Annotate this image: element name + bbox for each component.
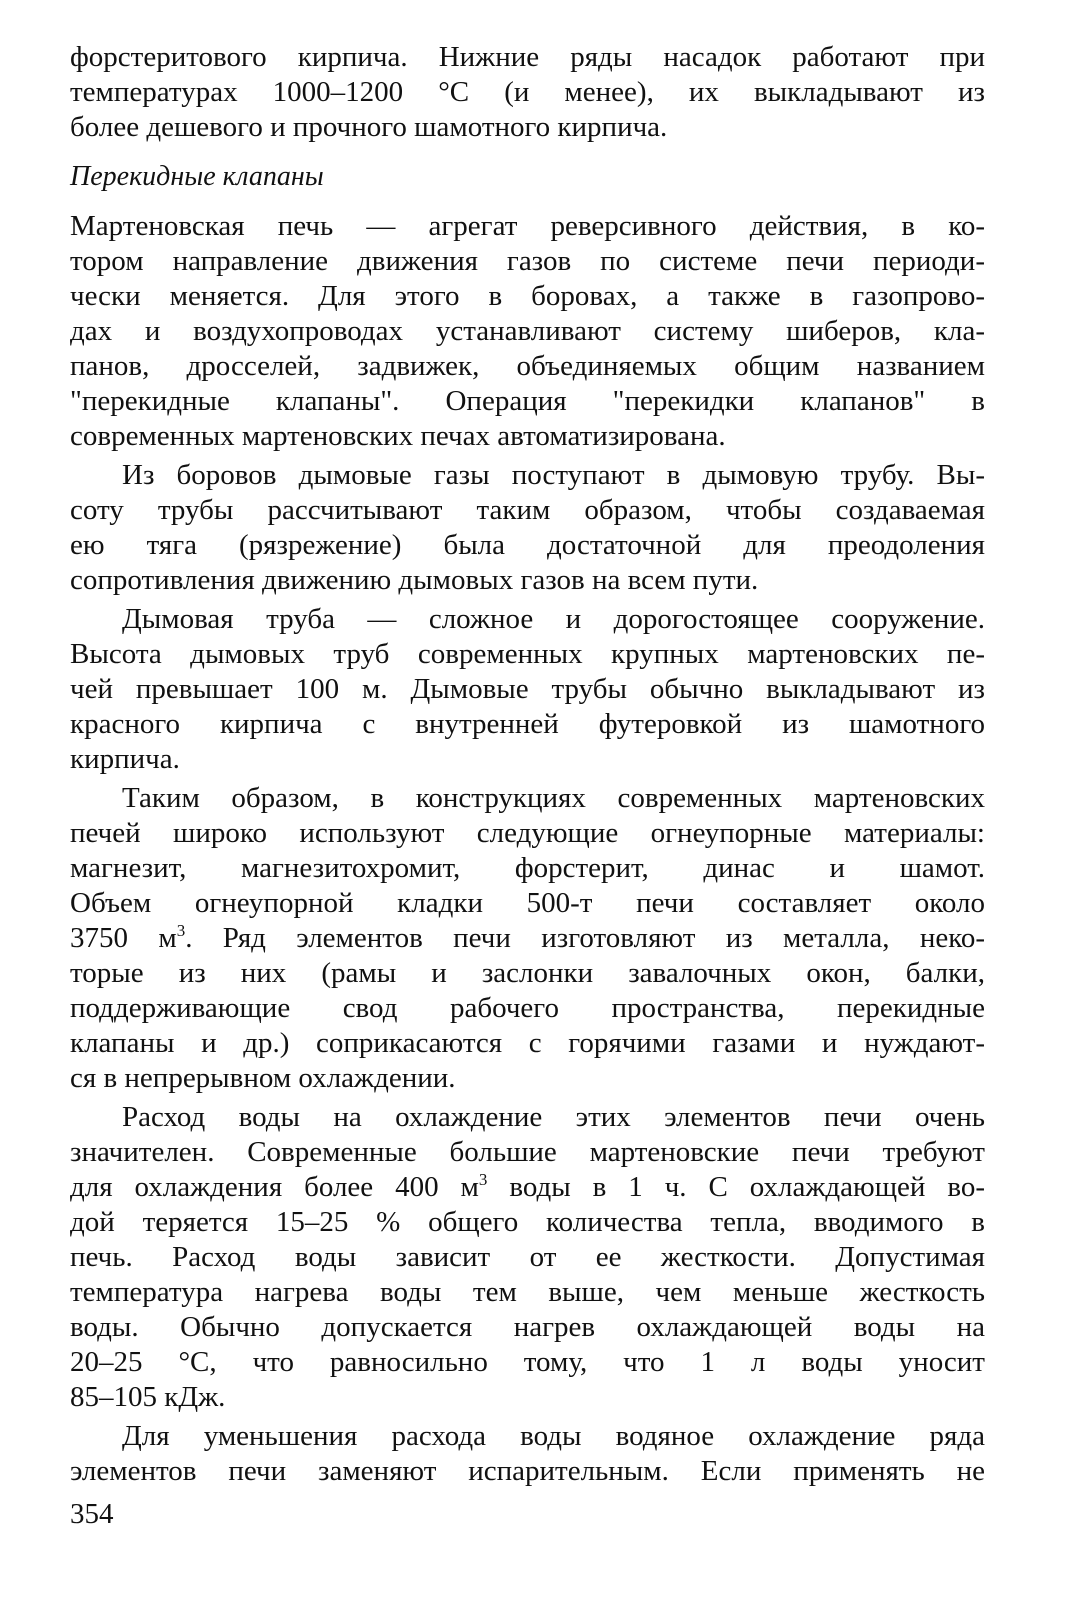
text-line: клапаны и др.) соприкасаются с горячими газами и нуждают- [70,1027,985,1059]
text-line: чески меняется. Для этого в боровах, а также в газопрово- [70,280,985,312]
text-line: Дымовая труба — сложное и дорогостоящее сооружение. [122,603,985,635]
text-line: Из боровов дымовые газы поступают в дымовую трубу. Вы- [122,459,985,491]
text-line: поддерживающие свод рабочего пространства, перекидные [70,992,985,1024]
text-line: чей превышает 100 м. Дымовые трубы обычно выкладывают из [70,673,985,705]
paragraph [70,602,985,777]
text-line: "перекидные клапаны". Операция "перекидки клапанов" в [70,385,985,417]
text-line: воды. Обычно допускается нагрев охлаждающей воды на [70,1311,985,1343]
text-line [70,1170,985,1205]
text-fragment: воды в 1 ч. С охлаждающей во- [487,1171,985,1203]
text-line: элементов печи заменяют испарительным. Если применять не [70,1455,985,1487]
paragraph [70,40,985,145]
superscript: 3 [176,921,186,940]
text-line: дой теряется 15–25 % общего количества тепла, вводимого в [70,1206,985,1238]
text-line: красного кирпича с внутренней футеровкой из шамотного [70,708,985,740]
text-line: сопротивления движению дымовых газов на всем пути. [70,564,759,596]
text-line: Объем огнеупорной кладки 500-т печи составляет около [70,887,985,919]
text-line: ся в непрерывном охлаждении. [70,1062,456,1094]
text-line: Таким образом, в конструкциях современных мартеновских [122,782,985,814]
section-heading: Перекидные клапаны [70,161,324,192]
text-line: Расход воды на охлаждение этих элементов печи очень [122,1101,985,1133]
text-line: дах и воздухопроводах устанавливают систему шиберов, кла- [70,315,985,347]
text-line: форстеритового кирпича. Нижние ряды насадок работают при [70,41,985,73]
paragraph [70,209,985,454]
text-line: печей широко используют следующие огнеупорные материалы: [70,817,985,849]
text-line: 20–25 °С, что равносильно тому, что 1 л воды уносит [70,1346,985,1378]
paragraph [70,458,985,598]
text-line: тором направление движения газов по системе печи периоди- [70,245,985,277]
text-line: Высота дымовых труб современных крупных мартеновских пе- [70,638,985,670]
page-text [70,40,985,1489]
text-line: температура нагрева воды тем выше, чем меньше жесткость [70,1276,985,1308]
text-line: Мартеновская печь — агрегат реверсивного действия, в ко- [70,210,985,242]
text-line: более дешевого и прочного шамотного кирпича. [70,111,668,143]
text-fragment: для охлаждения более 400 м [70,1171,479,1203]
text-fragment: . Ряд элементов печи изготовляют из металла, неко- [185,922,985,954]
superscript: 3 [478,1170,488,1189]
paragraph [70,781,985,1096]
paragraph [70,1100,985,1415]
text-line: Для уменьшения расхода воды водяное охлаждение ряда [122,1420,985,1452]
text-line: торые из них (рамы и заслонки завалочных окон, балки, [70,957,985,989]
text-line: ею тяга (рязрежение) была достаточной для преодоления [70,529,985,561]
text-line: температурах 1000–1200 °С (и менее), их выкладывают из [70,76,985,108]
text-line: значителен. Современные большие мартеновские печи требуют [70,1136,985,1168]
text-line: современных мартеновских печах автоматизирована. [70,420,726,452]
text-line [70,921,985,956]
text-line: кирпича. [70,743,180,775]
text-fragment: 3750 м [70,922,177,954]
page-number: 354 [70,1498,114,1530]
text-line: соту трубы рассчитывают таким образом, чтобы создаваемая [70,494,985,526]
text-line: магнезит, магнезитохромит, форстерит, динас и шамот. [70,852,985,884]
text-line: печь. Расход воды зависит от ее жесткости. Допустимая [70,1241,985,1273]
text-line: панов, дросселей, задвижек, объединяемых общим названием [70,350,985,382]
paragraph [70,1419,985,1489]
text-line: 85–105 кДж. [70,1381,226,1413]
